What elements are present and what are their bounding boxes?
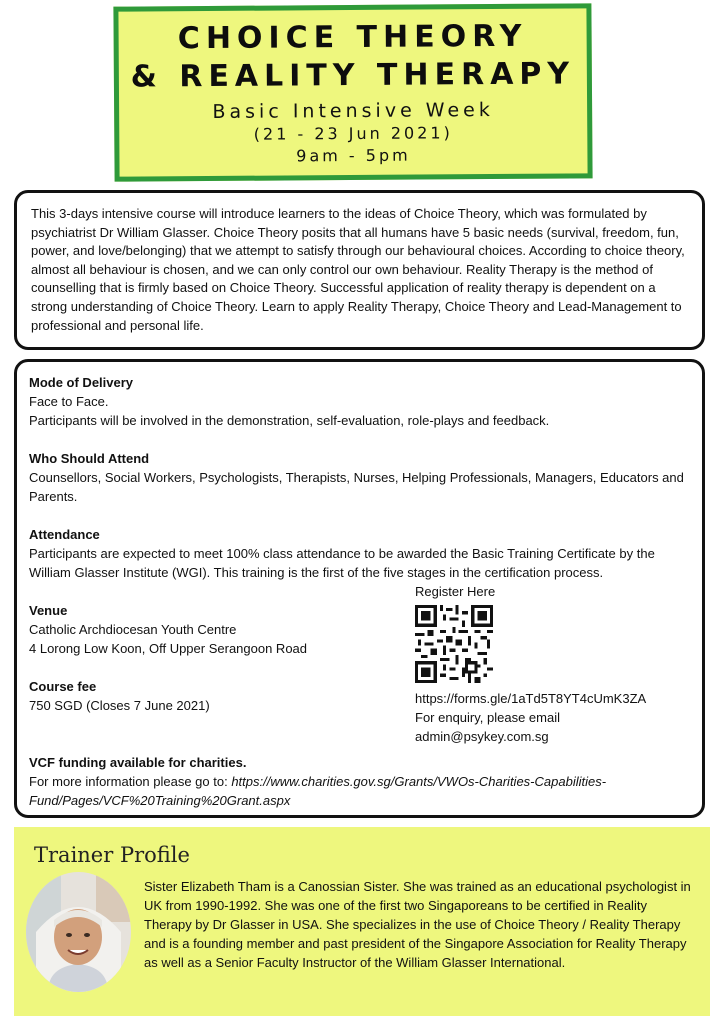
registration-qr-code[interactable] — [415, 605, 493, 683]
venue-line-2: 4 Lorong Low Koon, Off Upper Serangoon Road — [29, 641, 308, 656]
subtitle: Basic Intensive Week — [212, 99, 494, 123]
details-box — [14, 359, 705, 818]
course-time: 9am - 5pm — [296, 145, 411, 166]
vcf-link[interactable]: https://www.charities.gov.sg/Grants/VWOs-Charities-Capabilities-Fund/Pages/VCF%20Training%20Grant.aspx — [29, 774, 607, 808]
title-line-2: & REALITY THERAPY — [130, 56, 576, 95]
delivery-heading: Mode of Delivery — [29, 375, 134, 390]
intro-text: This 3-days intensive course will introduce learners to the ideas of Choice Theory, which was formulated by psychiatrist Dr William Glasser. Choice Theory posits that all humans have 5 basic needs (survival, freedom, fun, power, and love/belonging) that we attempt to satisfy through our behavioural choices. According to choice theory, almost all behaviour is chosen, and we can only control our own behaviour. Reality Therapy is the method of counselling that is firmly based on Choice Theory. Successful application of reality therapy is dependent on a strong understanding of Choice Theory. Learn to apply Reality Therapy, Choice Theory and Lead-Management to professional and personal life. — [31, 206, 685, 333]
delivery-line-1: Face to Face. — [29, 394, 109, 409]
attendance-text: Participants are expected to meet 100% class attendance to be awarded the Basic Training Certificate by the William Glasser Institute (WGI). This training is the first of the five stages in the certification process. — [29, 546, 655, 580]
delivery-line-2: Participants will be involved in the demonstration, self-evaluation, role-plays and feedback. — [29, 413, 550, 428]
enquiry-email[interactable]: admin@psykey.com.sg — [415, 729, 549, 744]
attendance-heading: Attendance — [29, 527, 100, 542]
register-heading: Register Here — [415, 584, 496, 599]
enquiry-text: For enquiry, please email — [415, 710, 560, 725]
trainer-profile-section — [14, 827, 710, 1016]
vcf-heading: VCF funding available for charities. — [29, 755, 247, 770]
register-url[interactable]: https://forms.gle/1aTd5T8YT4cUmK3ZA — [415, 691, 647, 706]
title-line-1: CHOICE THEORY — [177, 18, 528, 57]
fee-heading: Course fee — [29, 679, 97, 694]
trainer-bio: Sister Elizabeth Tham is a Canossian Sister. She was trained as an educational psychologist in UK from 1990-1992. She was one of the first two Singaporeans to be certified in Reality Therapy by Dr Glasser in USA. She specializes in the use of Choice Theory / Reality Therapy and is a founding member and past president of the Singapore Association for Reality Therapy as well as a Senior Faculty Instructor of the William Glasser International. — [144, 879, 691, 970]
venue-heading: Venue — [29, 603, 68, 618]
title-banner — [113, 3, 592, 181]
vcf-prefix: For more information please go to: — [29, 774, 232, 789]
trainer-profile-title: Trainer Profile — [34, 843, 190, 867]
attend-text: Counsellors, Social Workers, Psychologists, Therapists, Nurses, Helping Professionals, Managers, Educators and Parents. — [29, 470, 684, 504]
course-dates: (21 - 23 Jun 2021) — [253, 123, 453, 144]
vcf-info — [29, 772, 690, 810]
venue-register-section — [29, 584, 690, 744]
venue-line-1: Catholic Archdiocesan Youth Centre — [29, 622, 237, 637]
intro-box — [14, 190, 705, 350]
attend-heading: Who Should Attend — [29, 451, 150, 466]
trainer-photo-avatar — [26, 872, 131, 992]
fee-text: 750 SGD (Closes 7 June 2021) — [29, 698, 210, 713]
